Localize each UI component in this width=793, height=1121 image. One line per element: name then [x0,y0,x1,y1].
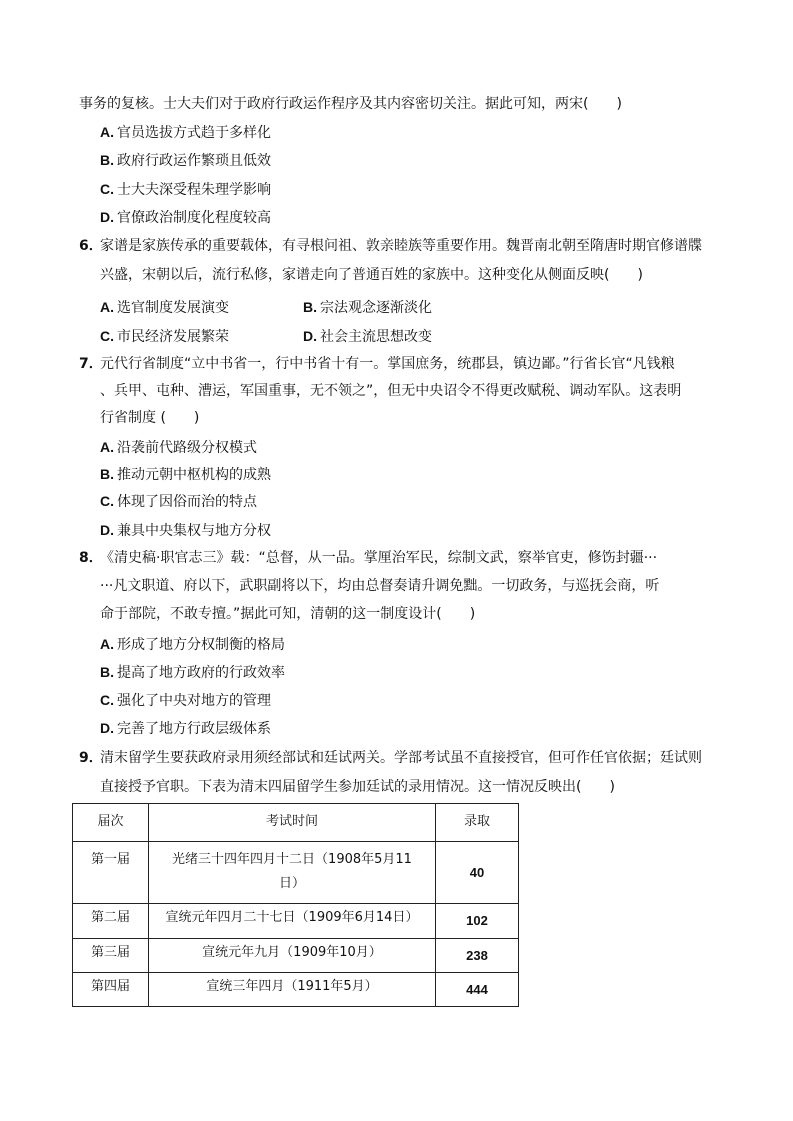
option-text: 兼具中央集权与地方分权 [117,523,271,539]
q7-option-a[interactable] [100,437,257,458]
q6-option-b[interactable] [303,297,432,318]
header-session: 届次 [73,804,149,842]
option-letter: B. [100,664,114,680]
q5-option-a[interactable] [100,122,271,143]
option-letter: D. [100,720,114,736]
option-text: 选官制度发展演变 [117,300,229,316]
q8-option-c[interactable] [100,690,271,711]
q7-option-b[interactable] [100,464,271,485]
q5-text-tail: 事务的复核。士大夫们对于政府行政运作程序及其内容密切关注。据此可知，两宋( ) [79,96,622,112]
cell-exam-time: 宣统元年九月（1909年10月） [149,939,436,973]
q7-line-2: 、兵甲、屯种、漕运，军国重事，无不领之”，但无中央诏令不得更改赋税、调动军队。这表明 [100,383,682,399]
option-text: 推动元朝中枢机构的成熟 [117,467,271,483]
table-row [73,973,519,1007]
option-letter: B. [303,299,317,315]
q7-line-1: 元代行省制度“立中书省一，行中书省十有一。掌国庶务，统郡县，镇边鄙。”行省长官“凡钱粮 [100,356,675,372]
table-header-row [73,804,519,842]
option-letter: C. [100,493,114,509]
option-letter: D. [303,328,317,344]
table-row [73,939,519,973]
q6-line-2: 兴盛，宋朝以后，流行私修，家谱走向了普通百姓的家族中。这种变化从侧面反映( ) [100,267,643,283]
option-text: 体现了因俗而治的特点 [117,494,257,510]
q9-line-1: 清末留学生要获政府录用须经部试和廷试两关。学部考试虽不直接授官，但可作任官依据；廷试则 [100,750,702,766]
option-letter: A. [100,636,114,652]
cell-session: 第二届 [73,904,149,939]
option-text: 官员选拔方式趋于多样化 [117,125,271,141]
q6-option-a[interactable] [100,297,229,318]
option-text: 形成了地方分权制衡的格局 [117,637,285,653]
option-text: 宗法观念逐渐淡化 [320,300,432,316]
q5-option-d[interactable] [100,207,271,228]
option-text: 政府行政运作繁琐且低效 [117,153,271,169]
q8-line-3: 命于部院，不敢专擅。”据此可知，清朝的这一制度设计( ) [100,606,476,622]
option-text: 完善了地方行政层级体系 [117,721,271,737]
option-text: 官僚政治制度化程度较高 [117,210,271,226]
exam-time-line-1: 光绪三十四年四月十二日（1908年5月11 [172,852,412,867]
cell-exam-time [149,842,436,904]
q5-option-b[interactable] [100,150,271,171]
cell-admitted: 444 [436,973,519,1007]
q8-option-d[interactable] [100,718,271,739]
cell-session: 第四届 [73,973,149,1007]
q9-number: 9． [79,750,103,766]
option-text: 沿袭前代路级分权模式 [117,440,257,456]
option-text: 强化了中央对地方的管理 [117,693,271,709]
q6-option-d[interactable] [303,326,432,347]
q8-line-1: 《清史稿·职官志三》载：“总督，从一品。掌厘治军民，综制文武，察举官吏，修饬封疆··· [100,550,658,566]
header-admitted: 录取 [436,804,519,842]
option-letter: B. [100,466,114,482]
q7-number: 7． [79,356,103,372]
table-row [73,842,519,904]
admission-table [72,803,519,1007]
exam-time-line-2: 日） [278,876,305,891]
option-letter: C. [100,692,114,708]
q9-line-2: 直接授予官职。下表为清末四届留学生参加廷试的录用情况。这一情况反映出( ) [100,779,615,795]
cell-admitted: 40 [436,842,519,904]
cell-exam-time: 宣统三年四月（1911年5月） [149,973,436,1007]
option-letter: A. [100,299,114,315]
q7-option-d[interactable] [100,520,271,541]
q6-number: 6． [79,238,103,254]
option-text: 士大夫深受程朱理学影响 [117,182,271,198]
q7-option-c[interactable] [100,491,257,512]
q8-number: 8． [79,550,103,566]
option-letter: B. [100,152,114,168]
q8-option-b[interactable] [100,662,285,683]
cell-session: 第三届 [73,939,149,973]
cell-exam-time: 宣统元年四月二十七日（1909年6月14日） [149,904,436,939]
q7-line-3: 行省制度 ( ) [100,410,200,426]
option-text: 市民经济发展繁荣 [117,329,229,345]
q5-option-c[interactable] [100,179,271,200]
q6-option-c[interactable] [100,326,229,347]
q8-line-2: ···凡文职道、府以下，武职副将以下，均由总督奏请升调免黜。一切政务，与巡抚会商，听 [100,578,660,594]
option-text: 提高了地方政府的行政效率 [117,665,285,681]
cell-admitted: 238 [436,939,519,973]
q6-line-1: 家谱是家族传承的重要载体，有寻根问祖、敦亲睦族等重要作用。魏晋南北朝至隋唐时期官修谱牒 [100,238,702,254]
q8-option-a[interactable] [100,634,285,655]
cell-admitted: 102 [436,904,519,939]
cell-session: 第一届 [73,842,149,904]
option-letter: A. [100,124,114,140]
option-letter: D. [100,209,114,225]
option-letter: C. [100,328,114,344]
header-exam-time: 考试时间 [149,804,436,842]
option-letter: A. [100,439,114,455]
table-row [73,904,519,939]
option-letter: C. [100,181,114,197]
option-letter: D. [100,522,114,538]
option-text: 社会主流思想改变 [320,329,432,345]
